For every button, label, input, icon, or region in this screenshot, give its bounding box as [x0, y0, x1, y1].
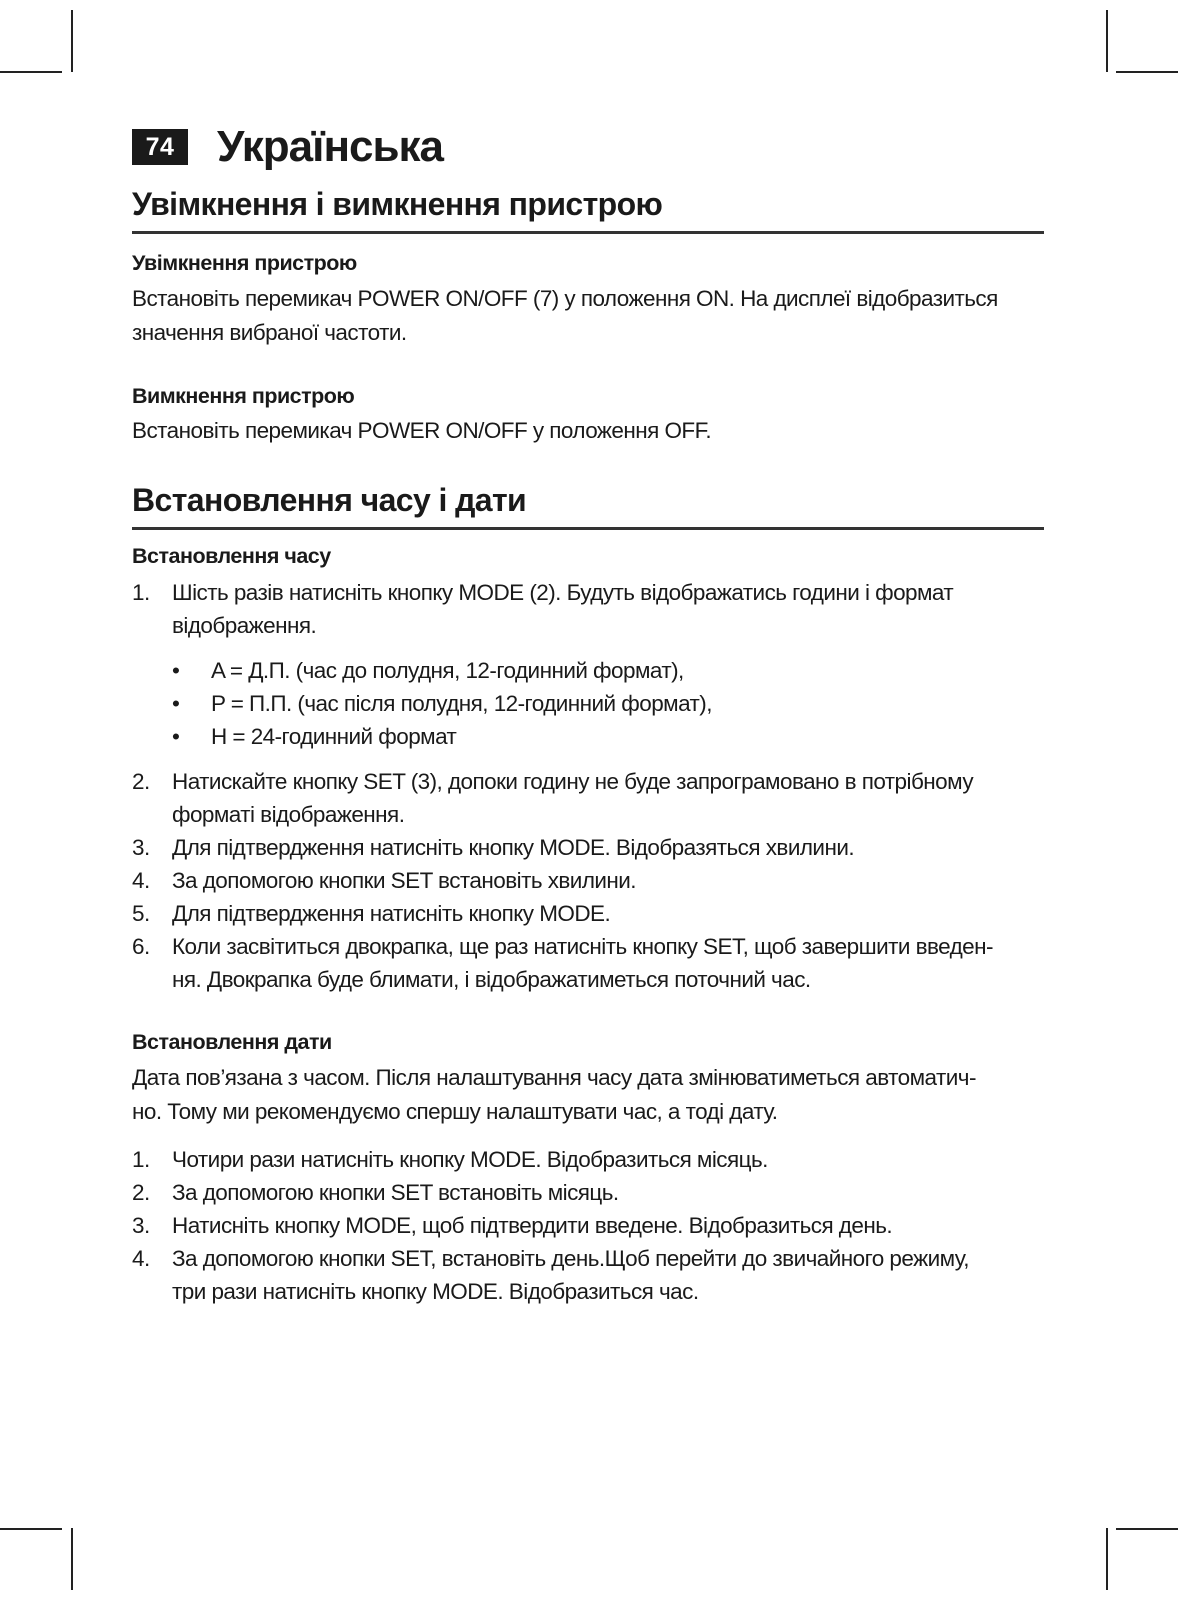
list-line: За допомогою кнопки SET встановіть місяць. [172, 1179, 619, 1205]
list-line: За допомогою кнопки SET встановіть хвилини. [172, 867, 637, 893]
list-line: Коли засвітиться двокрапка, ще раз натисніть кнопку SET, щоб завершити введен- [172, 933, 993, 959]
list-text: A = Д.П. (час до полудня, 12-годинний формат), [211, 657, 684, 683]
bullet-icon: • [172, 723, 180, 749]
crop-mark-bottom-right-vertical [1106, 1528, 1108, 1590]
paragraph-line: Дата пов’язана з часом. Після налаштування часу дата змінюватиметься автоматич- [132, 1064, 976, 1090]
bullet-icon: • [172, 690, 180, 716]
crop-mark-top-left-horizontal [0, 71, 62, 73]
list-item [132, 1209, 1044, 1242]
list-line: Для підтвердження натисніть кнопку MODE. Відобразяться хвилини. [172, 834, 855, 860]
list-line: Натисніть кнопку MODE, щоб підтвердити введене. Відобразиться день. [172, 1212, 893, 1238]
crop-mark-top-right-horizontal [1116, 71, 1178, 73]
paragraph-power-on [132, 282, 1044, 350]
list-number: 3. [132, 834, 150, 860]
paragraph-line: но. Тому ми рекомендуємо спершу налаштувати час, а тоді дату. [132, 1098, 778, 1124]
list-item [132, 1176, 1044, 1209]
list-number: 5. [132, 900, 150, 926]
time-steps-list-a [132, 576, 1044, 642]
list-line: відображення. [172, 612, 317, 638]
list-number: 4. [132, 1245, 150, 1271]
list-line: Шість разів натисніть кнопку MODE (2). Будуть відображатись години і формат [172, 579, 954, 605]
list-item [132, 576, 1044, 642]
list-item [132, 1143, 1044, 1176]
subheading-set-time: Встановлення часу [132, 544, 331, 569]
crop-mark-bottom-right-horizontal [1116, 1528, 1178, 1530]
paragraph-line: значення вибраної частоти. [132, 319, 407, 345]
list-item [132, 720, 1044, 753]
list-number: 2. [132, 768, 150, 794]
date-steps-list [132, 1143, 1044, 1308]
paragraph-power-off: Встановіть перемикач POWER ON/OFF у положення OFF. [132, 418, 712, 444]
list-item [132, 930, 1044, 996]
list-number: 1. [132, 579, 150, 605]
list-item [132, 831, 1044, 864]
list-text: P = П.П. (час після полудня, 12-годинний формат), [211, 690, 712, 716]
section-heading-time-date: Встановлення часу і дати [132, 482, 1044, 530]
list-number: 3. [132, 1212, 150, 1238]
time-steps-list-b [132, 765, 1044, 996]
list-number: 4. [132, 867, 150, 893]
section-heading-power: Увімкнення і вимкнення пристрою [132, 186, 1044, 234]
crop-mark-top-left-vertical [71, 10, 73, 72]
list-line: Чотири рази натисніть кнопку MODE. Відобразиться місяць. [172, 1146, 768, 1172]
page-number: 74 [132, 129, 188, 165]
list-number: 2. [132, 1179, 150, 1205]
list-item [132, 765, 1044, 831]
crop-mark-bottom-left-vertical [71, 1528, 73, 1590]
crop-mark-top-right-vertical [1106, 10, 1108, 72]
list-item [132, 897, 1044, 930]
list-text: H = 24-годинний формат [211, 723, 457, 749]
time-format-list [132, 654, 1044, 753]
language-title: Українська [217, 122, 444, 171]
list-line: форматі відображення. [172, 801, 405, 827]
bullet-icon: • [172, 657, 180, 683]
list-item [132, 1242, 1044, 1308]
page-content [132, 118, 1044, 1308]
subheading-power-off: Вимкнення пристрою [132, 383, 355, 408]
subheading-power-on: Увімкнення пристрою [132, 250, 357, 275]
paragraph-date-intro [132, 1061, 1044, 1129]
list-line: три рази натисніть кнопку MODE. Відобразиться час. [172, 1278, 699, 1304]
list-item [132, 654, 1044, 687]
paragraph-line: Встановіть перемикач POWER ON/OFF (7) у положення ON. На дисплеї відобразиться [132, 285, 998, 311]
subheading-set-date: Встановлення дати [132, 1029, 332, 1054]
list-number: 1. [132, 1146, 150, 1172]
list-line: Для підтвердження натисніть кнопку MODE. [172, 900, 611, 926]
list-number: 6. [132, 933, 150, 959]
page-header [132, 118, 1044, 176]
list-item [132, 687, 1044, 720]
list-line: За допомогою кнопки SET, встановіть день.Щоб перейти до звичайного режиму, [172, 1245, 969, 1271]
list-line: ня. Двокрапка буде блимати, і відображатиметься поточний час. [172, 966, 811, 992]
list-line: Натискайте кнопку SET (3), допоки годину не буде запрограмовано в потрібному [172, 768, 974, 794]
list-item [132, 864, 1044, 897]
crop-mark-bottom-left-horizontal [0, 1528, 62, 1530]
